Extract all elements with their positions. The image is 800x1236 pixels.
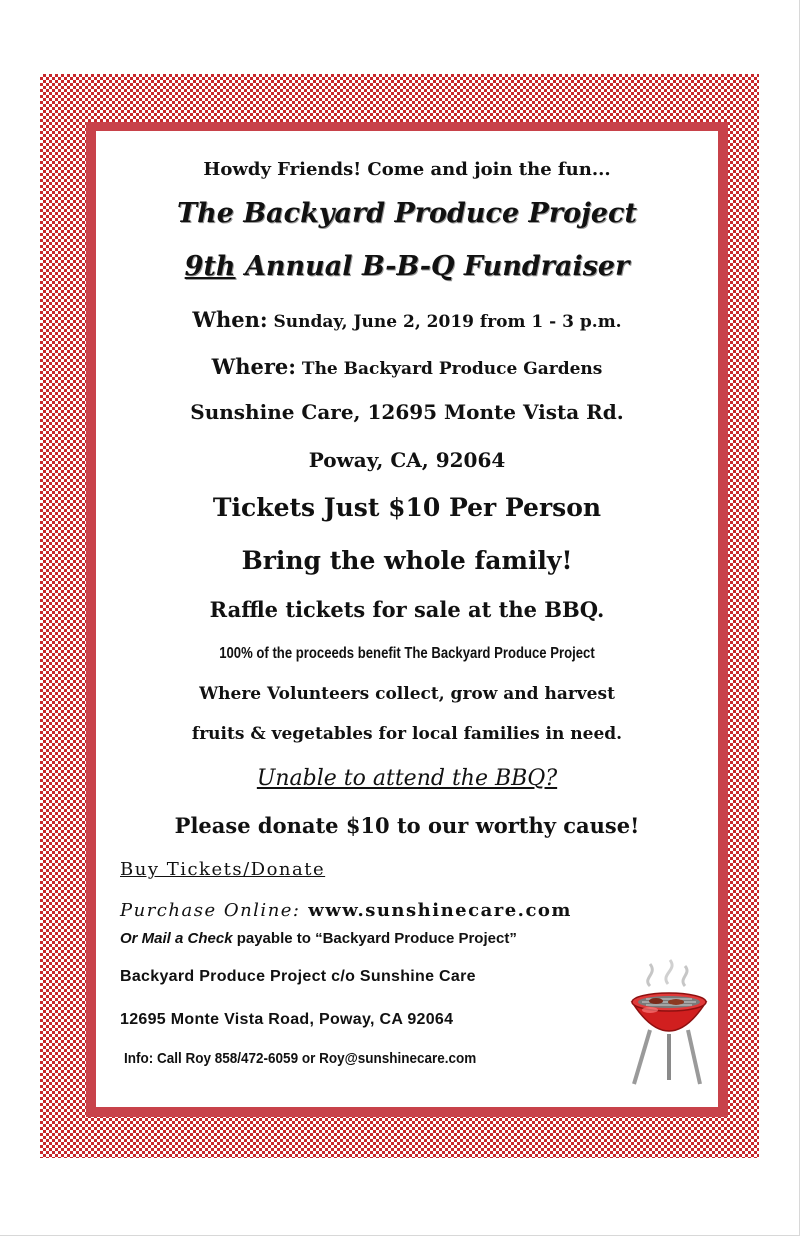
address-line-2: Poway, CA, 92064 [308,448,506,472]
where-label: Where: [211,354,296,379]
mail-check-payee: payable to “Backyard Produce Project” [232,930,517,947]
where-line [96,354,718,379]
mail-check-label: Or Mail a Check [120,930,233,947]
info-text[interactable]: Info: Call Roy 858/472-6059 or Roy@sunshinecare.com [124,1050,477,1067]
mission-line-1: Where Volunteers collect, grow and harvest [199,684,615,704]
family-line: Bring the whole family! [241,546,573,575]
mail-check-line [120,930,517,947]
where-value: The Backyard Produce Gardens [296,359,603,379]
purchase-online-label: Purchase Online: [120,900,301,921]
raffle-line: Raffle tickets for sale at the BBQ. [209,597,605,622]
flyer-title: The Backyard Produce Project [177,198,637,229]
mail-address-line: 12695 Monte Vista Road, Poway, CA 92064 [120,1011,454,1028]
when-line [96,307,718,332]
bbq-grill-icon [628,958,710,1090]
address-line-1: Sunshine Care, 12695 Monte Vista Rd. [190,400,624,424]
subtitle-ordinal: 9th [184,251,236,282]
info-line [124,1050,515,1067]
when-value: Sunday, June 2, 2019 from 1 - 3 p.m. [267,312,622,332]
proceeds-text: 100% of the proceeds benefit The Backyard Produce Project [219,645,595,662]
proceeds-line [96,645,718,663]
purchase-online-url[interactable]: www.sunshinecare.com [300,900,572,921]
donate-line: Please donate $10 to our worthy cause! [174,813,640,838]
greeting: Howdy Friends! Come and join the fun... [203,159,611,180]
tickets-price: Tickets Just $10 Per Person [212,493,602,522]
mission-line-2: fruits & vegetables for local families in need. [191,724,623,744]
unable-text: Unable to attend the BBQ? [256,766,558,791]
buy-tickets-heading: Buy Tickets/Donate [120,859,326,880]
subtitle-text: Annual B-B-Q Fundraiser [235,251,630,282]
mail-to-line: Backyard Produce Project c/o Sunshine Care [120,968,476,985]
unable-line [96,766,718,791]
when-label: When: [192,307,268,332]
flyer-subtitle [96,251,718,282]
purchase-online-line [120,900,572,921]
